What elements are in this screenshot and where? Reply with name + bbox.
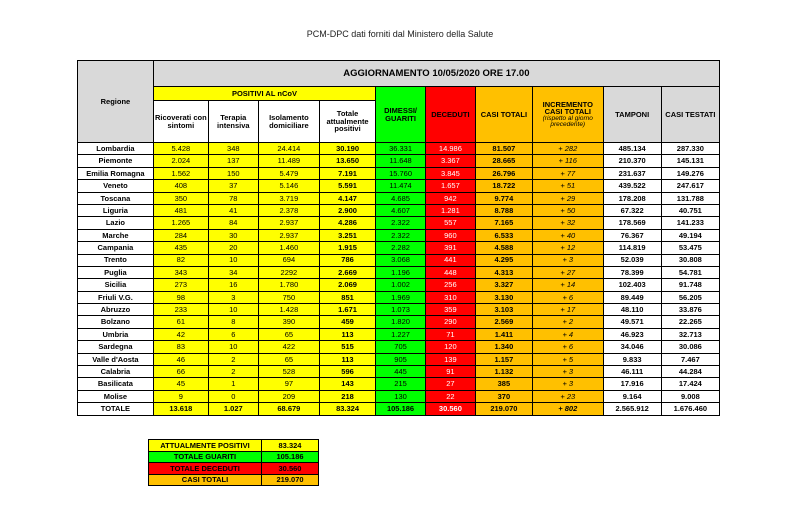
col-header-terapia: Terapia intensiva	[208, 101, 258, 143]
cell-casi-totali: 1.132	[475, 366, 532, 378]
cell-casi-totali: 4.588	[475, 242, 532, 254]
cell-dimessi: 3.068	[376, 254, 426, 266]
cell-totale-positivi: 786	[320, 254, 376, 266]
cell-casi-testati: 91.748	[661, 279, 719, 291]
cell-terapia: 30	[208, 229, 258, 241]
cell-terapia: 3	[208, 291, 258, 303]
cell-casi-totali: 370	[475, 390, 532, 402]
total-isolamento: 68.679	[258, 403, 319, 415]
cell-incremento: + 40	[532, 229, 603, 241]
cell-region: Friuli V.G.	[78, 291, 154, 303]
table-row	[78, 266, 720, 278]
cell-region: Umbria	[78, 328, 154, 340]
cell-casi-totali: 1.411	[475, 328, 532, 340]
col-header-incremento	[532, 87, 603, 143]
cell-ricoverati: 45	[153, 378, 208, 390]
table-row	[78, 390, 720, 402]
cell-terapia: 10	[208, 341, 258, 353]
cell-tamponi: 52.039	[603, 254, 661, 266]
cell-isolamento: 209	[258, 390, 319, 402]
cell-isolamento: 5.479	[258, 167, 319, 179]
cell-terapia: 41	[208, 204, 258, 216]
cell-totale-positivi: 4.147	[320, 192, 376, 204]
cell-isolamento: 97	[258, 378, 319, 390]
cell-incremento: + 23	[532, 390, 603, 402]
cell-terapia: 2	[208, 366, 258, 378]
summary-value: 105.186	[262, 451, 319, 463]
total-deceduti: 30.560	[425, 403, 475, 415]
cell-dimessi: 4.685	[376, 192, 426, 204]
summary-casi-totali	[149, 474, 319, 486]
cell-ricoverati: 435	[153, 242, 208, 254]
cell-casi-testati: 32.713	[661, 328, 719, 340]
total-region: TOTALE	[78, 403, 154, 415]
cell-region: Lombardia	[78, 143, 154, 155]
cell-terapia: 348	[208, 143, 258, 155]
summary-totale-guariti	[149, 451, 319, 463]
summary-totale-deceduti	[149, 463, 319, 475]
cell-ricoverati: 350	[153, 192, 208, 204]
cell-incremento: + 29	[532, 192, 603, 204]
cell-isolamento: 5.146	[258, 180, 319, 192]
cell-ricoverati: 82	[153, 254, 208, 266]
table-row	[78, 167, 720, 179]
cell-totale-positivi: 13.650	[320, 155, 376, 167]
cell-incremento: + 5	[532, 353, 603, 365]
cell-region: Campania	[78, 242, 154, 254]
cell-isolamento: 2.937	[258, 229, 319, 241]
cell-totale-positivi: 459	[320, 316, 376, 328]
cell-casi-testati: 40.751	[661, 204, 719, 216]
col-header-casi-testati: CASI TESTATI	[661, 87, 719, 143]
cell-totale-positivi: 2.669	[320, 266, 376, 278]
total-casi-testati: 1.676.460	[661, 403, 719, 415]
table-row	[78, 291, 720, 303]
cell-isolamento: 1.428	[258, 304, 319, 316]
cell-tamponi: 89.449	[603, 291, 661, 303]
cell-totale-positivi: 851	[320, 291, 376, 303]
cell-incremento: + 17	[532, 304, 603, 316]
table-row	[78, 254, 720, 266]
cell-tamponi: 34.046	[603, 341, 661, 353]
summary-label: TOTALE DECEDUTI	[149, 463, 262, 475]
total-terapia: 1.027	[208, 403, 258, 415]
cell-deceduti: 3.845	[425, 167, 475, 179]
cell-isolamento: 65	[258, 353, 319, 365]
cell-ricoverati: 46	[153, 353, 208, 365]
cell-region: Valle d'Aosta	[78, 353, 154, 365]
cell-deceduti: 942	[425, 192, 475, 204]
table-row	[78, 242, 720, 254]
col-header-casi-totali: CASI TOTALI	[475, 87, 532, 143]
summary-value: 219.070	[262, 474, 319, 486]
cell-casi-testati: 141.233	[661, 217, 719, 229]
total-totale-positivi: 83.324	[320, 403, 376, 415]
cell-totale-positivi: 1.915	[320, 242, 376, 254]
table-row	[78, 279, 720, 291]
cell-region: Molise	[78, 390, 154, 402]
update-title: AGGIORNAMENTO 10/05/2020 ORE 17.00	[153, 61, 719, 87]
cell-totale-positivi: 113	[320, 328, 376, 340]
cell-casi-testati: 49.194	[661, 229, 719, 241]
cell-ricoverati: 273	[153, 279, 208, 291]
cell-region: Toscana	[78, 192, 154, 204]
cell-ricoverati: 42	[153, 328, 208, 340]
cell-isolamento: 11.489	[258, 155, 319, 167]
table-body	[78, 143, 720, 416]
cell-casi-totali: 9.774	[475, 192, 532, 204]
cell-tamponi: 46.923	[603, 328, 661, 340]
cell-dimessi: 1.227	[376, 328, 426, 340]
cell-incremento: + 77	[532, 167, 603, 179]
cell-tamponi: 67.322	[603, 204, 661, 216]
table-row	[78, 204, 720, 216]
table-row	[78, 366, 720, 378]
cell-casi-testati: 53.475	[661, 242, 719, 254]
cell-isolamento: 65	[258, 328, 319, 340]
cell-isolamento: 1.780	[258, 279, 319, 291]
cell-dimessi: 1.820	[376, 316, 426, 328]
cell-terapia: 10	[208, 304, 258, 316]
cell-terapia: 84	[208, 217, 258, 229]
cell-dimessi: 130	[376, 390, 426, 402]
col-header-isolamento: Isolamento domiciliare	[258, 101, 319, 143]
cell-totale-positivi: 4.286	[320, 217, 376, 229]
cell-deceduti: 557	[425, 217, 475, 229]
cell-tamponi: 102.403	[603, 279, 661, 291]
cell-incremento: + 3	[532, 366, 603, 378]
cell-casi-totali: 2.569	[475, 316, 532, 328]
cell-deceduti: 1.657	[425, 180, 475, 192]
cell-region: Sardegna	[78, 341, 154, 353]
cell-region: Puglia	[78, 266, 154, 278]
source-caption: PCM-DPC dati forniti dal Ministero della Salute	[306, 29, 494, 39]
cell-isolamento: 750	[258, 291, 319, 303]
cell-totale-positivi: 2.900	[320, 204, 376, 216]
summary-table	[148, 439, 319, 486]
cell-casi-testati: 7.467	[661, 353, 719, 365]
cell-ricoverati: 5.428	[153, 143, 208, 155]
cell-casi-testati: 9.008	[661, 390, 719, 402]
cell-terapia: 137	[208, 155, 258, 167]
cell-incremento: + 12	[532, 242, 603, 254]
cell-casi-testati: 131.788	[661, 192, 719, 204]
cell-dimessi: 36.331	[376, 143, 426, 155]
cell-tamponi: 48.110	[603, 304, 661, 316]
cell-casi-testati: 44.284	[661, 366, 719, 378]
cell-casi-totali: 4.313	[475, 266, 532, 278]
cell-tamponi: 114.819	[603, 242, 661, 254]
cell-totale-positivi: 30.190	[320, 143, 376, 155]
incremento-label: INCREMENTO CASI TOTALI	[542, 99, 593, 116]
summary-value: 30.560	[262, 463, 319, 475]
table-row	[78, 328, 720, 340]
table-row	[78, 192, 720, 204]
cell-ricoverati: 66	[153, 366, 208, 378]
cell-isolamento: 3.719	[258, 192, 319, 204]
cell-casi-testati: 17.424	[661, 378, 719, 390]
table-row	[78, 180, 720, 192]
cell-dimessi: 1.073	[376, 304, 426, 316]
cell-dimessi: 1.002	[376, 279, 426, 291]
cell-deceduti: 120	[425, 341, 475, 353]
col-header-totale-positivi: Totale attualmente positivi	[320, 101, 376, 143]
cell-incremento: + 4	[532, 328, 603, 340]
total-dimessi: 105.186	[376, 403, 426, 415]
cell-terapia: 1	[208, 378, 258, 390]
cell-tamponi: 178.569	[603, 217, 661, 229]
cell-casi-totali: 6.533	[475, 229, 532, 241]
cell-casi-testati: 33.876	[661, 304, 719, 316]
cell-casi-totali: 3.130	[475, 291, 532, 303]
cell-terapia: 20	[208, 242, 258, 254]
table-row	[78, 341, 720, 353]
cell-casi-totali: 3.103	[475, 304, 532, 316]
cell-terapia: 2	[208, 353, 258, 365]
cell-region: Sicilia	[78, 279, 154, 291]
cell-tamponi: 17.916	[603, 378, 661, 390]
cell-dimessi: 1.196	[376, 266, 426, 278]
cell-casi-totali: 18.722	[475, 180, 532, 192]
cell-totale-positivi: 143	[320, 378, 376, 390]
cell-incremento: + 116	[532, 155, 603, 167]
cell-isolamento: 390	[258, 316, 319, 328]
cell-region: Bolzano	[78, 316, 154, 328]
table-row	[78, 229, 720, 241]
cell-deceduti: 71	[425, 328, 475, 340]
cell-tamponi: 76.367	[603, 229, 661, 241]
cell-deceduti: 139	[425, 353, 475, 365]
cell-region: Trento	[78, 254, 154, 266]
cell-deceduti: 91	[425, 366, 475, 378]
cell-region: Marche	[78, 229, 154, 241]
cell-isolamento: 2.937	[258, 217, 319, 229]
cell-totale-positivi: 113	[320, 353, 376, 365]
cell-casi-totali: 26.796	[475, 167, 532, 179]
cell-ricoverati: 233	[153, 304, 208, 316]
cell-incremento: + 3	[532, 378, 603, 390]
cell-isolamento: 2292	[258, 266, 319, 278]
cell-terapia: 16	[208, 279, 258, 291]
cell-isolamento: 528	[258, 366, 319, 378]
cell-incremento: + 6	[532, 341, 603, 353]
cell-incremento: + 14	[532, 279, 603, 291]
summary-label: CASI TOTALI	[149, 474, 262, 486]
cell-terapia: 0	[208, 390, 258, 402]
cell-dimessi: 215	[376, 378, 426, 390]
cell-totale-positivi: 5.591	[320, 180, 376, 192]
incremento-sublabel: (rispetto al giorno precedente)	[542, 114, 593, 128]
cell-casi-totali: 28.665	[475, 155, 532, 167]
cell-totale-positivi: 218	[320, 390, 376, 402]
cell-ricoverati: 1.562	[153, 167, 208, 179]
cell-region: Lazio	[78, 217, 154, 229]
cell-casi-testati: 145.131	[661, 155, 719, 167]
cell-casi-testati: 56.205	[661, 291, 719, 303]
cell-ricoverati: 481	[153, 204, 208, 216]
cell-casi-testati: 54.781	[661, 266, 719, 278]
cell-casi-testati: 22.265	[661, 316, 719, 328]
cell-isolamento: 422	[258, 341, 319, 353]
cell-region: Liguria	[78, 204, 154, 216]
cell-deceduti: 3.367	[425, 155, 475, 167]
cell-casi-totali: 81.507	[475, 143, 532, 155]
cell-incremento: + 6	[532, 291, 603, 303]
cell-deceduti: 441	[425, 254, 475, 266]
col-header-deceduti: DECEDUTI	[425, 87, 475, 143]
cell-ricoverati: 343	[153, 266, 208, 278]
cell-dimessi: 2.282	[376, 242, 426, 254]
cell-incremento: + 32	[532, 217, 603, 229]
cell-deceduti: 1.281	[425, 204, 475, 216]
table-row	[78, 353, 720, 365]
summary-value: 83.324	[262, 440, 319, 452]
summary-body	[149, 440, 319, 486]
cell-tamponi: 9.164	[603, 390, 661, 402]
total-ricoverati: 13.618	[153, 403, 208, 415]
cell-deceduti: 290	[425, 316, 475, 328]
table-row	[78, 316, 720, 328]
summary-attualmente-positivi	[149, 440, 319, 452]
group-header-positivi: POSITIVI AL nCoV	[153, 87, 375, 101]
cell-casi-testati: 149.276	[661, 167, 719, 179]
cell-deceduti: 14.986	[425, 143, 475, 155]
cell-deceduti: 256	[425, 279, 475, 291]
cell-terapia: 8	[208, 316, 258, 328]
cell-dimessi: 15.760	[376, 167, 426, 179]
total-casi-totali: 219.070	[475, 403, 532, 415]
cell-totale-positivi: 596	[320, 366, 376, 378]
cell-incremento: + 51	[532, 180, 603, 192]
cell-tamponi: 178.208	[603, 192, 661, 204]
summary-label: ATTUALMENTE POSITIVI	[149, 440, 262, 452]
col-header-tamponi: TAMPONI	[603, 87, 661, 143]
cell-casi-totali: 1.157	[475, 353, 532, 365]
cell-casi-totali: 385	[475, 378, 532, 390]
cell-region: Emilia Romagna	[78, 167, 154, 179]
cell-terapia: 37	[208, 180, 258, 192]
cell-tamponi: 9.833	[603, 353, 661, 365]
table-row	[78, 143, 720, 155]
cell-tamponi: 78.399	[603, 266, 661, 278]
table-row	[78, 378, 720, 390]
cell-dimessi: 1.969	[376, 291, 426, 303]
cell-deceduti: 22	[425, 390, 475, 402]
cell-isolamento: 694	[258, 254, 319, 266]
cell-terapia: 78	[208, 192, 258, 204]
cell-ricoverati: 83	[153, 341, 208, 353]
total-incremento: + 802	[532, 403, 603, 415]
cell-isolamento: 2.378	[258, 204, 319, 216]
cell-totale-positivi: 3.251	[320, 229, 376, 241]
cell-incremento: + 50	[532, 204, 603, 216]
cell-incremento: + 3	[532, 254, 603, 266]
cell-tamponi: 439.522	[603, 180, 661, 192]
cell-incremento: + 282	[532, 143, 603, 155]
col-header-dimessi: DIMESSI/ GUARITI	[376, 87, 426, 143]
cell-dimessi: 11.648	[376, 155, 426, 167]
cell-terapia: 150	[208, 167, 258, 179]
cell-region: Veneto	[78, 180, 154, 192]
table-row	[78, 304, 720, 316]
cell-deceduti: 27	[425, 378, 475, 390]
table-row	[78, 155, 720, 167]
cell-isolamento: 1.460	[258, 242, 319, 254]
cell-tamponi: 49.571	[603, 316, 661, 328]
cell-ricoverati: 1.265	[153, 217, 208, 229]
cell-dimessi: 11.474	[376, 180, 426, 192]
cell-ricoverati: 408	[153, 180, 208, 192]
cell-casi-totali: 3.327	[475, 279, 532, 291]
cell-dimessi: 4.607	[376, 204, 426, 216]
cell-casi-testati: 247.617	[661, 180, 719, 192]
cell-incremento: + 27	[532, 266, 603, 278]
cell-ricoverati: 284	[153, 229, 208, 241]
cell-region: Basilicata	[78, 378, 154, 390]
cell-tamponi: 485.134	[603, 143, 661, 155]
cell-dimessi: 2.322	[376, 229, 426, 241]
cell-casi-totali: 8.788	[475, 204, 532, 216]
covid-regions-table	[77, 60, 720, 416]
cell-casi-testati: 30.808	[661, 254, 719, 266]
cell-casi-totali: 1.340	[475, 341, 532, 353]
summary-label: TOTALE GUARITI	[149, 451, 262, 463]
cell-terapia: 6	[208, 328, 258, 340]
cell-dimessi: 2.322	[376, 217, 426, 229]
cell-totale-positivi: 2.069	[320, 279, 376, 291]
cell-incremento: + 2	[532, 316, 603, 328]
cell-tamponi: 210.370	[603, 155, 661, 167]
col-header-ricoverati: Ricoverati con sintomi	[153, 101, 208, 143]
cell-deceduti: 960	[425, 229, 475, 241]
cell-casi-totali: 7.165	[475, 217, 532, 229]
cell-tamponi: 231.637	[603, 167, 661, 179]
cell-totale-positivi: 515	[320, 341, 376, 353]
cell-casi-testati: 287.330	[661, 143, 719, 155]
total-row	[78, 403, 720, 415]
cell-dimessi: 905	[376, 353, 426, 365]
cell-casi-totali: 4.295	[475, 254, 532, 266]
table-row	[78, 217, 720, 229]
cell-casi-testati: 30.086	[661, 341, 719, 353]
cell-region: Calabria	[78, 366, 154, 378]
cell-isolamento: 24.414	[258, 143, 319, 155]
cell-ricoverati: 2.024	[153, 155, 208, 167]
cell-region: Piemonte	[78, 155, 154, 167]
cell-deceduti: 310	[425, 291, 475, 303]
cell-terapia: 34	[208, 266, 258, 278]
cell-ricoverati: 98	[153, 291, 208, 303]
cell-totale-positivi: 1.671	[320, 304, 376, 316]
cell-tamponi: 46.111	[603, 366, 661, 378]
cell-ricoverati: 9	[153, 390, 208, 402]
total-tamponi: 2.565.912	[603, 403, 661, 415]
cell-ricoverati: 61	[153, 316, 208, 328]
cell-dimessi: 445	[376, 366, 426, 378]
cell-deceduti: 391	[425, 242, 475, 254]
cell-dimessi: 705	[376, 341, 426, 353]
cell-deceduti: 448	[425, 266, 475, 278]
cell-totale-positivi: 7.191	[320, 167, 376, 179]
cell-terapia: 10	[208, 254, 258, 266]
cell-deceduti: 359	[425, 304, 475, 316]
col-header-regione: Regione	[78, 61, 154, 143]
cell-region: Abruzzo	[78, 304, 154, 316]
